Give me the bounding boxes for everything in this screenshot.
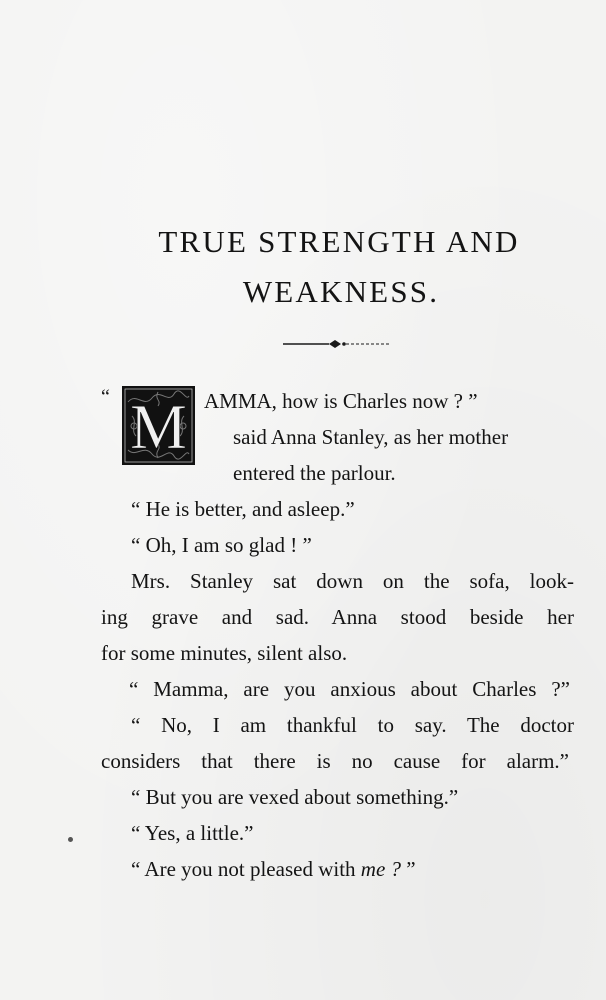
paragraph-3: “ Oh, I am so glad ! ” xyxy=(131,533,312,557)
paragraph-6-line-1: “ No, I am thankful to say. The doctor xyxy=(131,713,574,737)
chapter-title-line-1: TRUE STRENGTH AND xyxy=(158,224,520,259)
paragraph-6-line-2: considers that there is no cause for alarm.” xyxy=(101,749,569,773)
ink-speck xyxy=(68,837,73,842)
paragraph-9-text: “ Are you not pleased with xyxy=(131,857,361,881)
paragraph-7: “ But you are vexed about something.” xyxy=(131,785,459,809)
paragraph-9-emphasis: me ? xyxy=(360,857,402,881)
ornament-rule-icon xyxy=(283,338,391,350)
paragraph-5: “ Mamma, are you anxious about Charles ?” xyxy=(129,677,570,701)
decorated-initial-m xyxy=(122,386,195,465)
paragraph-4-line-1: Mrs. Stanley sat down on the sofa, look- xyxy=(131,569,574,593)
paragraph-1-line-3: entered the parlour. xyxy=(233,461,396,485)
paragraph-1-line-2: said Anna Stanley, as her mother xyxy=(233,425,509,449)
chapter-title-line-2: WEAKNESS. xyxy=(242,274,440,309)
paragraph-4-line-2: ing grave and sad. Anna stood beside her xyxy=(101,605,574,629)
paragraph-2: “ He is better, and asleep.” xyxy=(131,497,355,521)
initial-letter: M xyxy=(130,391,187,462)
opening-quote: “ xyxy=(101,386,110,408)
paragraph-9-close-quote: ” xyxy=(401,857,416,881)
paragraph-1-line-1: AMMA, how is Charles now ? ” xyxy=(204,389,478,413)
paragraph-4-line-3: for some minutes, silent also. xyxy=(101,641,348,665)
paragraph-8: “ Yes, a little.” xyxy=(131,821,254,845)
paragraph-9 xyxy=(131,851,416,887)
